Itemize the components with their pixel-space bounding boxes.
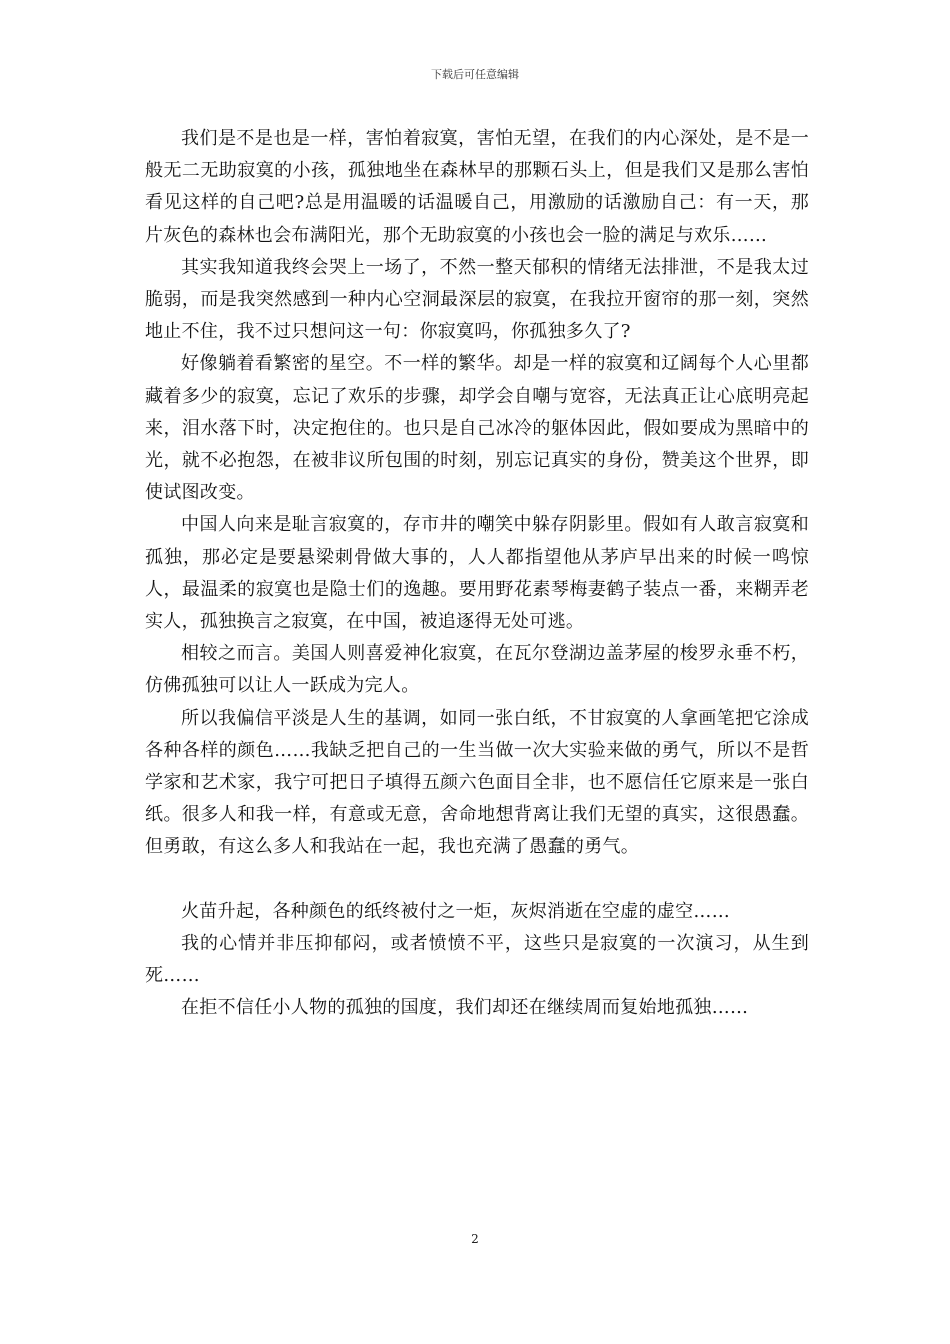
paragraph-3: 好像躺着看繁密的星空。不一样的繁华。却是一样的寂寞和辽阔每个人心里都藏着多少的寂寞，忘记了欢乐的步骤，却学会自嘲与宽容，无法真正让心底明亮起来，泪水落下时，决定抱住的。也只是自己冰冷的躯体因此，假如要成为黑暗中的光，就不必抱怨，在被非议所包围的时刻，别忘记真实的身份，赞美这个世界，即使试图改变。 bbox=[145, 353, 809, 504]
paragraph-gap bbox=[145, 864, 809, 896]
page-number: 2 bbox=[471, 1232, 479, 1246]
page-header: 下载后可任意编辑 bbox=[431, 68, 519, 81]
paragraph-4: 中国人向来是耻言寂寞的，存市井的嘲笑中躲存阴影里。假如有人敢言寂寞和孤独，那必定是要悬梁刺骨做大事的，人人都指望他从茅庐早出来的时候一鸣惊人，最温柔的寂寞也是隐士们的逸趣。要用野花素琴梅妻鹤子装点一番，来糊弄老实人，孤独换言之寂寞，在中国，被追逐得无处可逃。 bbox=[145, 514, 809, 633]
paragraph-1: 我们是不是也是一样，害怕着寂寞，害怕无望，在我们的内心深处，是不是一般无二无助寂寞的小孩，孤独地坐在森林早的那颗石头上，但是我们又是那么害怕看见这样的自己吧?总是用温暖的话温暖自己，用激励的话激励自己：有一天，那片灰色的森林也会布满阳光，那个无助寂寞的小孩也会一脸的满足与欢乐…… bbox=[145, 128, 809, 246]
paragraph-7: 火苗升起，各种颜色的纸终被付之一炬，灰烬消逝在空虚的虚空…… bbox=[181, 900, 730, 922]
paragraph-2: 其实我知道我终会哭上一场了，不然一整天郁积的情绪无法排泄，不是我太过脆弱，而是我突然感到一种内心空洞最深层的寂寞，在我拉开窗帘的那一刻，突然地止不住，我不过只想问这一句：你寂寞吗，你孤独多久了? bbox=[145, 256, 809, 343]
document-body bbox=[145, 123, 809, 1024]
paragraph-5: 相较之而言。美国人则喜爱神化寂寞，在瓦尔登湖边盖茅屋的梭罗永垂不朽，仿佛孤独可以让人一跃成为完人。 bbox=[145, 643, 809, 697]
paragraph-9: 在拒不信任小人物的孤独的国度，我们却还在继续周而复始地孤独…… bbox=[181, 997, 749, 1019]
paragraph-8: 我的心情并非压抑郁闷，或者愤愤不平，这些只是寂寞的一次演习，从生到死…… bbox=[145, 932, 809, 987]
paragraph-6: 所以我偏信平淡是人生的基调，如同一张白纸，不甘寂寞的人拿画笔把它涂成各种各样的颜色……我缺乏把自己的一生当做一次大实验来做的勇气，所以不是哲学家和艺术家，我宁可把日子填得五颜六色面目全非，也不愿信任它原来是一张白纸。很多人和我一样，有意或无意，舍命地想背离让我们无望的真实，这很愚蠢。但勇敢，有这么多人和我站在一起，我也充满了愚蠢的勇气。 bbox=[145, 707, 809, 858]
